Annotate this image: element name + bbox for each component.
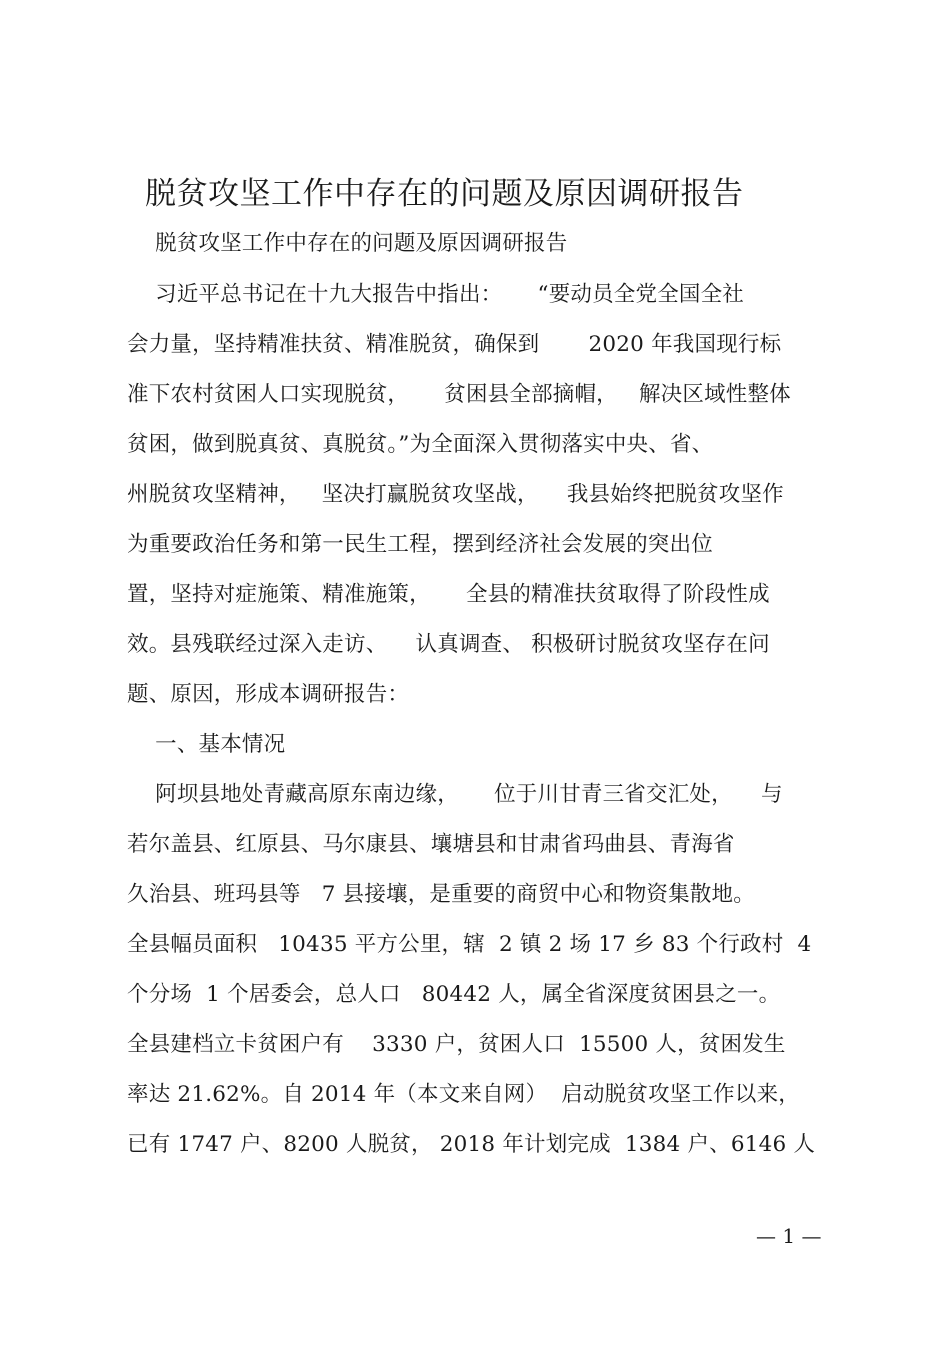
body-line: 若尔盖县、红原县、马尔康县、壤塘县和甘肃省玛曲县、青海省 [127, 832, 735, 857]
body-line: 置，坚持对症施策、精准施策， 全县的精准扶贫取得了阶段性成 [127, 582, 770, 607]
body-line: 准下农村贫困人口实现脱贫， 贫困县全部摘帽， 解决区域性整体 [127, 382, 791, 407]
body-line: 率达 21.62%。自 2014 年（本文来自网） 启动脱贫攻坚工作以来， [127, 1082, 800, 1107]
body-line: 为重要政治任务和第一民生工程，摆到经济社会发展的突出位 [127, 532, 713, 557]
body-line: 阿坝县地处青藏高原东南边缘， 位于川甘青三省交汇处， 与 [127, 782, 783, 807]
body-line: 习近平总书记在十九大报告中指出： “要动员全党全国全社 [127, 282, 745, 307]
page-number: — 1 — [756, 1224, 822, 1248]
body-line: 效。县残联经过深入走访、 认真调查、 积极研讨脱贫攻坚存在问 [127, 632, 770, 657]
document-title: 脱贫攻坚工作中存在的问题及原因调研报告 [145, 176, 744, 212]
body-line: 个分场 1 个居委会，总人口 80442 人，属全省深度贫困县之一。 [127, 982, 781, 1007]
body-line: 贫困，做到脱真贫、真脱贫。”为全面深入贯彻落实中央、省、 [127, 432, 714, 457]
body-line: 全县幅员面积 10435 平方公里，辖 2 镇 2 场 17 乡 83 个行政村 4 [127, 932, 812, 957]
section-heading: 一、基本情况 [127, 732, 286, 757]
body-line: 久治县、班玛县等 7 县接壤，是重要的商贸中心和物资集散地。 [127, 882, 755, 907]
body-line: 会力量，坚持精准扶贫、精准脱贫，确保到 2020 年我国现行标 [127, 332, 782, 357]
body-line: 已有 1747 户、8200 人脱贫， 2018 年计划完成 1384 户、6146 人 [127, 1132, 816, 1157]
body-line: 州脱贫攻坚精神， 坚决打赢脱贫攻坚战， 我县始终把脱贫攻坚作 [127, 482, 784, 507]
body-line: 题、原因，形成本调研报告： [127, 682, 410, 707]
body-line: 全县建档立卡贫困户有 3330 户，贫困人口 15500 人，贫困发生 [127, 1032, 786, 1057]
body-line: 脱贫攻坚工作中存在的问题及原因调研报告 [127, 231, 568, 256]
